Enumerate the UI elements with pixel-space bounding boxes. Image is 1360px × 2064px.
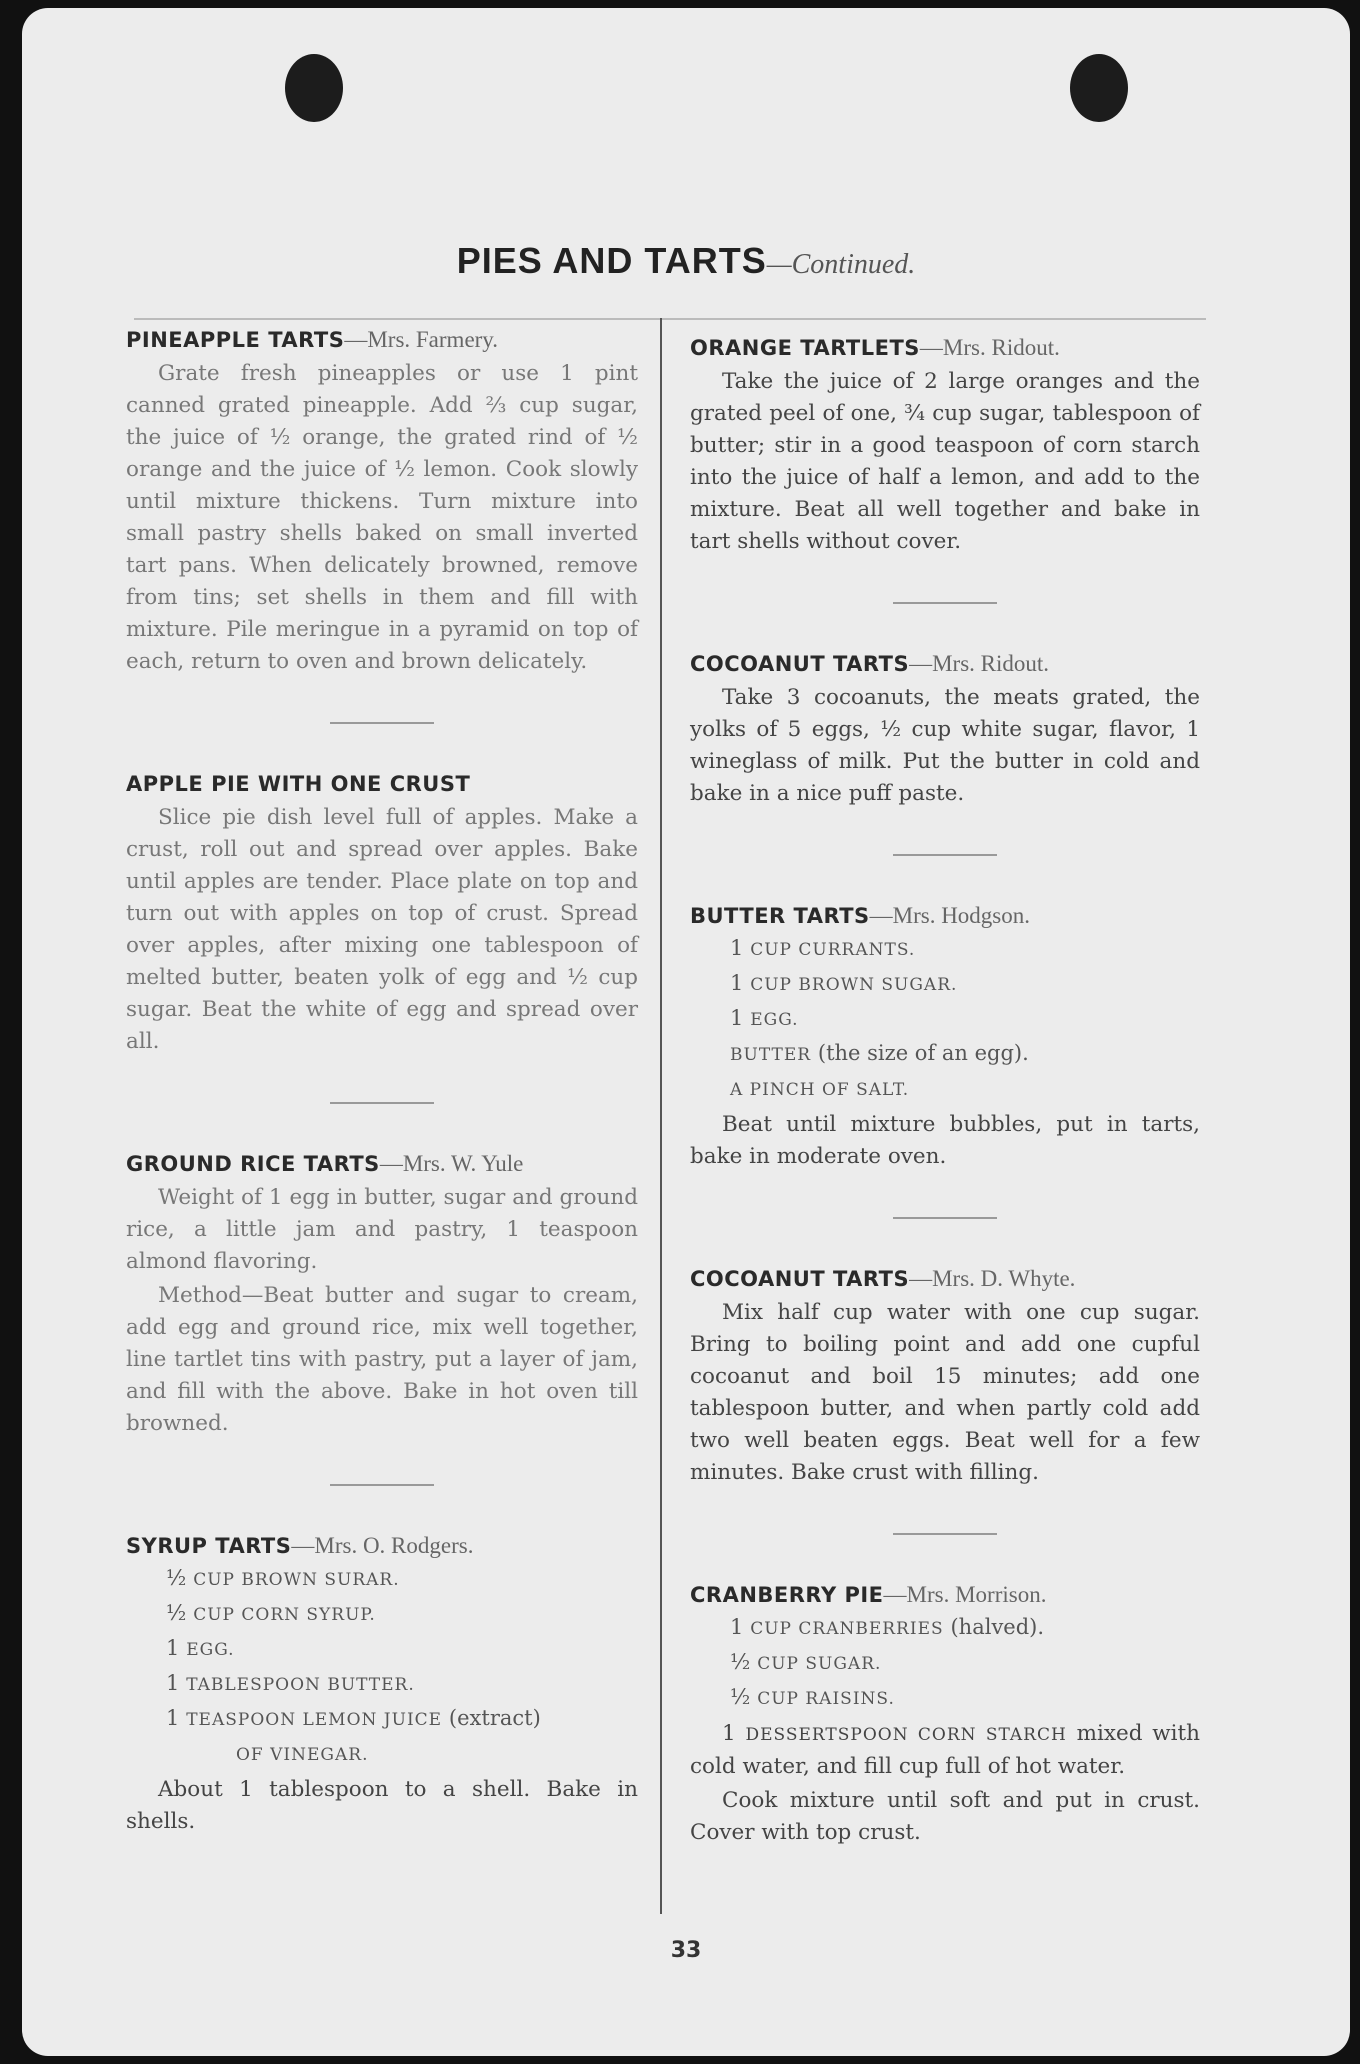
recipe-text: Cook mixture until soft and put in crust. Cover with top crust. — [690, 1788, 1200, 1845]
recipe-orange-tartlets — [690, 332, 1200, 558]
book-page — [22, 8, 1350, 2056]
ingredient-qty: ½ — [166, 1566, 187, 1590]
recipe-text: Take the juice of 2 large oranges and the grated peel of one, ¾ cup sugar, tablespoon of butter; stir in a good teaspoon of corn starch into the juice of half a lemon, and add to the mixture. Beat all well together and bake in tart shells without cover. — [690, 369, 1200, 554]
recipe-butter-tarts — [690, 900, 1200, 1173]
recipe-text: Slice pie dish level full of apples. Make a crust, roll out and spread over apples. Bake until apples are tender. Place plate on top and turn out with apples on top of crust. Spread over apples, after mixing one tablespoon of melted butter, beaten yolk of egg and ½ cup sugar. Beat the white of egg and spread over all. — [126, 805, 638, 1054]
section-separator — [330, 722, 434, 724]
ingredient-text: A PINCH OF SALT. — [730, 1080, 910, 1100]
ingredient-text: CUP BROWN SURAR. — [193, 1570, 400, 1590]
recipe-method: Method—Beat butter and sugar to cream, add egg and ground rice, mix well together, line tartlet tins with pastry, put a layer of jam, and fill with the above. Bake in hot oven till browned. — [126, 1283, 638, 1436]
page-title-continued: —Continued. — [766, 249, 916, 280]
ingredient-text: TABLESPOON BUTTER. — [186, 1675, 415, 1695]
ingredient-text: DESSERTSPOON CORN STARCH — [745, 1725, 1067, 1745]
ingredient-qty: 1 — [730, 1615, 744, 1639]
ingredient — [690, 967, 1200, 1002]
ingredient-qty: 1 — [722, 1721, 736, 1746]
recipe-author: —Mrs. Ridout. — [909, 651, 1050, 676]
ingredient — [690, 1002, 1200, 1037]
ingredient-text: CUP SUGAR. — [757, 1654, 882, 1674]
recipe-apple-pie — [126, 768, 638, 1058]
page-number: 33 — [670, 1938, 702, 1963]
recipe-name: CRANBERRY PIE — [690, 1583, 884, 1607]
ingredient-note: (extract) — [448, 1706, 541, 1730]
binder-hole-right — [1070, 54, 1128, 122]
ingredient-note: mixed with cold water, and fill cup full of hot water. — [690, 1721, 1200, 1779]
ingredient-qty: 1 — [166, 1671, 180, 1695]
ingredient — [690, 1072, 1200, 1107]
ingredient-text: CUP CRANBERRIES — [750, 1619, 944, 1639]
recipe-heading — [690, 1263, 1200, 1295]
recipe-name: SYRUP TARTS — [126, 1534, 292, 1558]
page-title — [22, 240, 1350, 282]
ingredient — [126, 1702, 638, 1737]
ingredient — [690, 1611, 1200, 1646]
ingredient — [690, 1681, 1200, 1716]
recipe-name: APPLE PIE WITH ONE CRUST — [126, 772, 471, 796]
right-column — [690, 332, 1200, 1849]
recipe-author: —Mrs. Hodgson. — [869, 903, 1031, 928]
ingredient — [690, 932, 1200, 967]
recipe-name: COCOANUT TARTS — [690, 652, 910, 676]
recipe-cocoanut-tarts-whyte — [690, 1263, 1200, 1489]
recipe-heading — [690, 1579, 1200, 1611]
recipe-author: —Mrs. Morrison. — [883, 1582, 1047, 1607]
ingredient-qty: ½ — [166, 1601, 187, 1625]
recipe-cocoanut-tarts-ridout — [690, 648, 1200, 810]
recipe-name: PINEAPPLE TARTS — [126, 328, 345, 352]
recipe-text: Beat until mixture bubbles, put in tarts, bake in moderate oven. — [690, 1112, 1200, 1169]
section-separator — [893, 1217, 997, 1219]
recipe-author: —Mrs. W. Yule — [379, 1151, 524, 1176]
left-column — [126, 324, 638, 1838]
ingredient — [126, 1667, 638, 1702]
recipe-text: Weight of 1 egg in butter, sugar and ground rice, a little jam and pastry, 1 teaspoon almond flavoring. — [126, 1185, 638, 1274]
section-separator — [330, 1102, 434, 1104]
ingredient-text: CUP RAISINS. — [757, 1689, 895, 1709]
recipe-heading — [126, 768, 638, 800]
ingredient-continued — [126, 1737, 638, 1772]
ingredient-qty: 1 — [166, 1706, 180, 1730]
recipe-name: BUTTER TARTS — [690, 904, 870, 928]
recipe-text: Mix half cup water with one cup sugar. Bring to boiling point and add one cupful cocoanut and boil 15 minutes; add one tablespoon butter, and when partly cold add two well beaten eggs. Beat well for a few minutes. Bake crust with filling. — [690, 1300, 1200, 1485]
recipe-text: Take 3 cocoanuts, the meats grated, the yolks of 5 eggs, ½ cup white sugar, flavor, 1 wineglass of milk. Put the butter in cold and bake in a nice puff paste. — [690, 685, 1200, 806]
ingredient-text: OF VINEGAR. — [236, 1745, 369, 1765]
ingredient — [690, 1646, 1200, 1681]
ingredient-qty: 1 — [730, 1006, 744, 1030]
section-separator — [893, 1533, 997, 1535]
section-separator — [330, 1484, 434, 1486]
ingredient-text: TEASPOON LEMON JUICE — [186, 1710, 443, 1730]
ingredient — [126, 1632, 638, 1667]
recipe-name: COCOANUT TARTS — [690, 1267, 910, 1291]
ingredient-text: EGG. — [186, 1640, 235, 1660]
page-title-main: PIES AND TARTS — [456, 240, 767, 281]
recipe-heading — [690, 648, 1200, 680]
ingredient-text: EGG. — [750, 1010, 799, 1030]
ingredient-text: CUP BROWN SUGAR. — [750, 975, 958, 995]
recipe-heading — [126, 1148, 638, 1180]
recipe-text: Grate fresh pineapples or use 1 pint canned grated pineapple. Add ⅔ cup sugar, the juice of ½ orange, the grated rind of ½ orange and the juice of ½ lemon. Cook slowly until mixture thickens. Turn mixture into small pastry shells baked on small inverted tart pans. When delicately browned, remove from tins; set shells in them and fill with mixture. Pile meringue in a pyramid on top of each, return to oven and brown delicately. — [126, 361, 638, 674]
recipe-text — [690, 1718, 1200, 1783]
ingredient-qty: 1 — [166, 1636, 180, 1660]
ingredient-qty: 1 — [730, 936, 744, 960]
recipe-author: —Mrs. Ridout. — [919, 335, 1060, 360]
recipe-heading — [690, 900, 1200, 932]
ingredient-qty: 1 — [730, 971, 744, 995]
ingredient-qty: ½ — [730, 1685, 751, 1709]
section-separator — [893, 602, 997, 604]
ingredient — [690, 1037, 1200, 1072]
ingredient-text: CUP CURRANTS. — [750, 940, 916, 960]
ingredient-text: CUP CORN SYRUP. — [193, 1605, 376, 1625]
recipe-cranberry-pie — [690, 1579, 1200, 1849]
binder-hole-left — [285, 54, 343, 122]
ingredient-qty: ½ — [730, 1650, 751, 1674]
section-separator — [893, 854, 997, 856]
recipe-author: —Mrs. O. Rodgers. — [291, 1533, 474, 1558]
recipe-heading — [690, 332, 1200, 364]
ingredient — [126, 1562, 638, 1597]
title-rule — [134, 318, 1206, 320]
ingredient-note: (the size of an egg). — [817, 1041, 1029, 1065]
recipe-ground-rice-tarts — [126, 1148, 638, 1440]
recipe-author: —Mrs. Farmery. — [344, 327, 499, 352]
recipe-author: —Mrs. D. Whyte. — [909, 1266, 1076, 1291]
ingredient-text: BUTTER — [730, 1045, 812, 1065]
recipe-name: GROUND RICE TARTS — [126, 1152, 380, 1176]
recipe-text: About 1 tablespoon to a shell. Bake in shells. — [126, 1777, 638, 1834]
ingredient-note: (halved). — [950, 1615, 1045, 1639]
column-divider — [660, 318, 662, 1914]
recipe-heading — [126, 1530, 638, 1562]
recipe-syrup-tarts — [126, 1530, 638, 1838]
ingredient — [126, 1597, 638, 1632]
recipe-name: ORANGE TARTLETS — [690, 336, 920, 360]
recipe-pineapple-tarts — [126, 324, 638, 678]
recipe-heading — [126, 324, 638, 356]
